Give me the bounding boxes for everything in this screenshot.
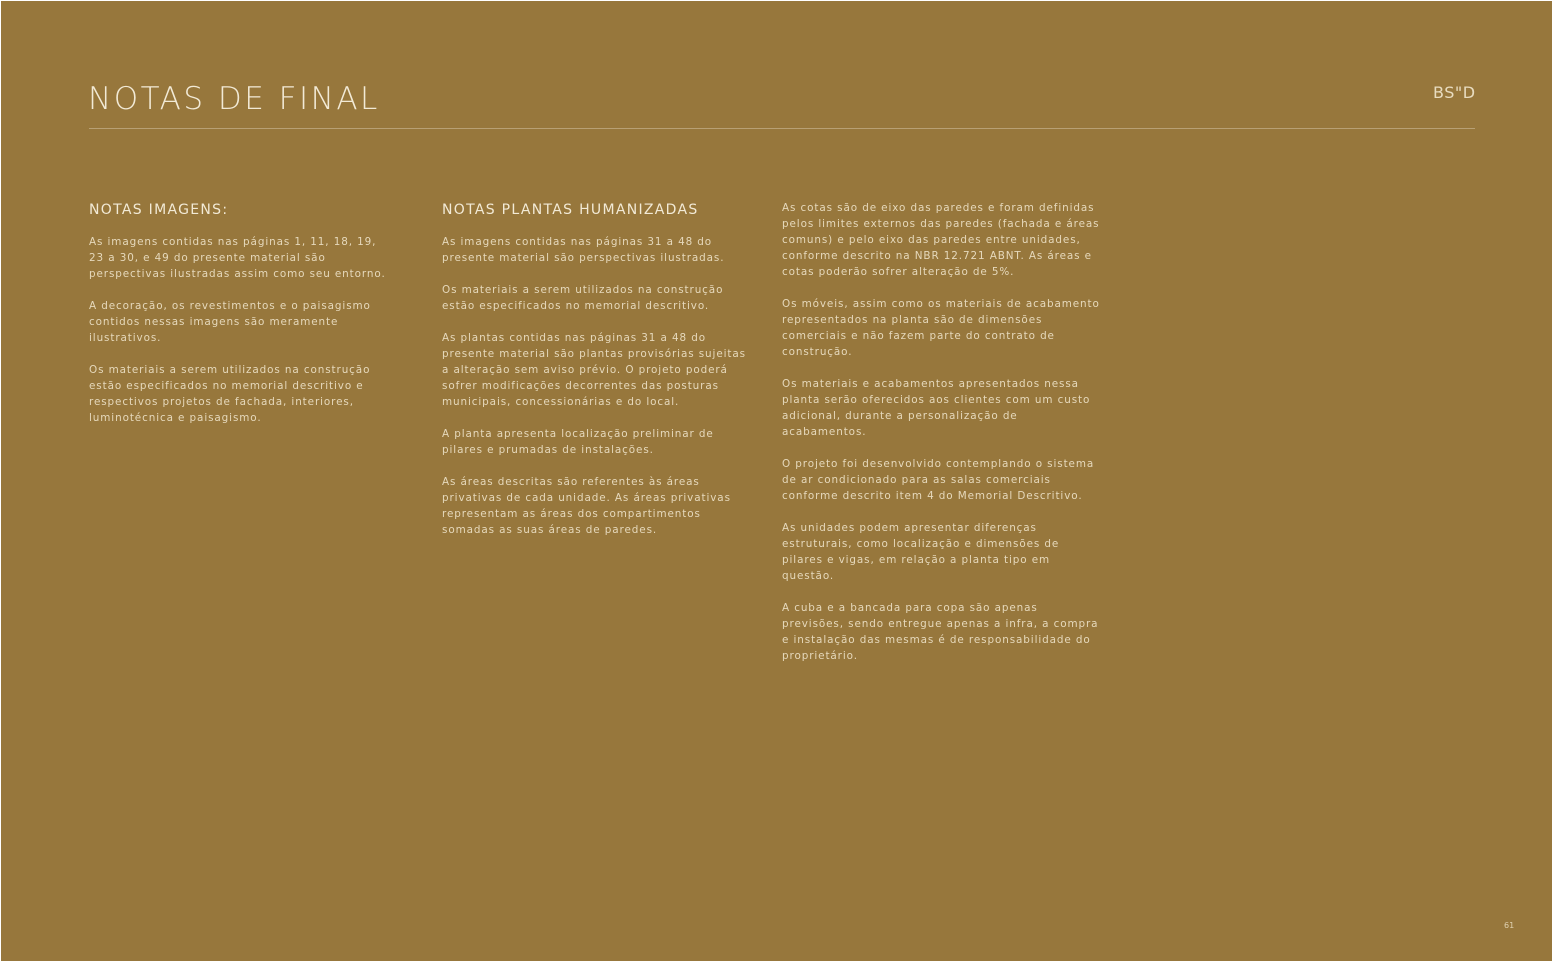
notes-images-column <box>89 201 389 442</box>
notes-plans-column <box>442 201 752 554</box>
header-mark: BS"D <box>1433 83 1476 102</box>
notes-plans-paragraph: As plantas contidas nas páginas 31 a 48 do presente material são plantas provisórias sujeitas a alteração sem aviso prévio. O projeto poderá sofrer modificações decorrentes das posturas municipais, concessionárias e do local. <box>442 332 746 408</box>
document-page <box>1 1 1552 961</box>
notes-continued-paragraph: Os móveis, assim como os materiais de acabamento representados na planta são de dimensões comerciais e não fazem parte do contrato de construção. <box>782 298 1100 358</box>
notes-continued-paragraph: O projeto foi desenvolvido contemplando o sistema de ar condicionado para as salas comerciais conforme descrito item 4 do Memorial Descritivo. <box>782 458 1095 502</box>
notes-plans-title: NOTAS PLANTAS HUMANIZADAS <box>442 202 699 218</box>
notes-plans-paragraph: Os materiais a serem utilizados na construção estão especificados no memorial descritivo. <box>442 284 724 312</box>
notes-plans-paragraph: As áreas descritas são referentes às áreas privativas de cada unidade. As áreas privativas representam as áreas dos compartimentos somadas as suas áreas de paredes. <box>442 476 731 536</box>
notes-continued-paragraph: As unidades podem apresentar diferenças estruturais, como localização e dimensões de pilares e vigas, em relação a planta tipo em questão. <box>782 522 1060 582</box>
notes-images-paragraph: Os materiais a serem utilizados na construção estão especificados no memorial descritivo e respectivos projetos de fachada, interiores, luminotécnica e paisagismo. <box>89 364 371 424</box>
page-title: NOTAS DE FINAL <box>88 81 380 117</box>
notes-images-paragraph: As imagens contidas nas páginas 1, 11, 18, 19, 23 a 30, e 49 do presente material são perspectivas ilustradas assim como seu entorno. <box>89 236 386 280</box>
page-number: 61 <box>1504 921 1515 930</box>
notes-continued-column <box>782 200 1102 680</box>
notes-plans-paragraph: A planta apresenta localização preliminar de pilares e prumadas de instalações. <box>442 428 714 456</box>
notes-continued-paragraph: A cuba e a bancada para copa são apenas previsões, sendo entregue apenas a infra, a compra e instalação das mesmas é de responsabilidade do proprietário. <box>782 602 1099 662</box>
notes-images-paragraph: A decoração, os revestimentos e o paisagismo contidos nessas imagens são meramente ilustrativos. <box>89 300 371 344</box>
header-divider <box>89 128 1475 129</box>
notes-plans-paragraph: As imagens contidas nas páginas 31 a 48 do presente material são perspectivas ilustradas. <box>442 236 725 264</box>
notes-continued-paragraph: Os materiais e acabamentos apresentados nessa planta serão oferecidos aos clientes com um custo adicional, durante a personalização de acabamentos. <box>782 378 1091 438</box>
notes-images-title: NOTAS IMAGENS: <box>89 202 229 218</box>
notes-continued-paragraph: As cotas são de eixo das paredes e foram definidas pelos limites externos das paredes (fachada e áreas comuns) e pelo eixo das paredes entre unidades, conforme descrito na NBR 12.721 ABNT. As áreas e cotas poderão sofrer alteração de 5%. <box>782 202 1100 278</box>
